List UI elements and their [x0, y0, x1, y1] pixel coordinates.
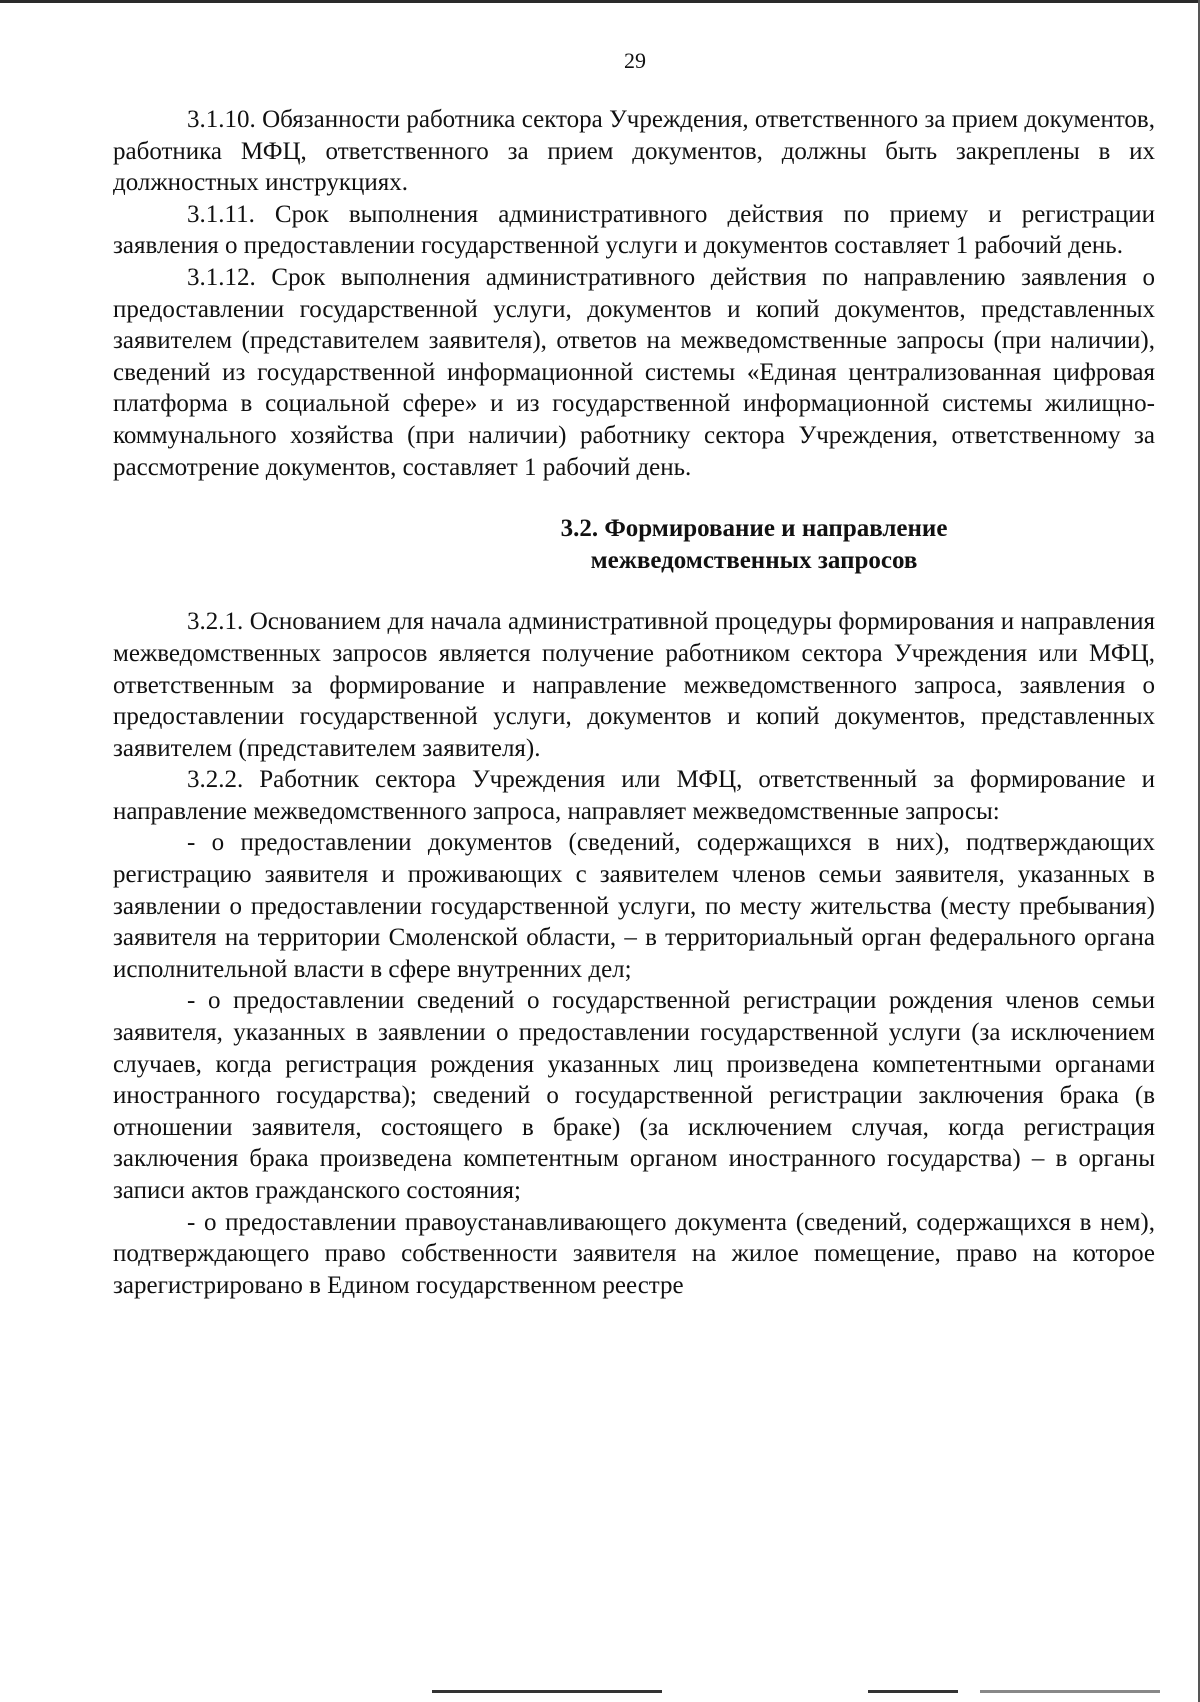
paragraph-3-1-11: 3.1.11. Срок выполнения административного действия по приему и регистрации заявления о предоставлении государственной услуги и документов составляет 1 рабочий день.	[113, 200, 1155, 260]
list-item-registration: - о предоставлении документов (сведений, содержащихся в них), подтверждающих регистрацию заявителя и проживающих с заявителем членов семьи заявителя, указанных в заявлении о предоставлении государственной услуги, по месту жительства (месту пребывания) заявителя на территории Смоленской области, – в территориальный орган федерального органа исполнительной власти в сфере внутренних дел;	[113, 829, 1155, 983]
scan-artifact	[432, 1690, 662, 1693]
page-number: 29	[624, 48, 646, 73]
scan-artifact	[980, 1690, 1160, 1693]
paragraph-3-1-12: 3.1.12. Срок выполнения административного действия по направлению заявления о предоставлении государственной услуги, документов и копий документов, представленных заявителем (представителем заявителя), ответов на межведомственные запросы (при наличии), сведений из государственной информационной системы «Единая централизованная цифровая платформа в социальной сфере» и из государственной информационной системы жилищно-коммунального хозяйства (при наличии) работнику сектора Учреждения, ответственному за рассмотрение документов, составляет 1 рабочий день.	[113, 263, 1155, 481]
scan-artifact	[868, 1690, 958, 1693]
paragraph-3-2-2: 3.2.2. Работник сектора Учреждения или МФЦ, ответственный за формирование и направление межведомственного запроса, направляет межведомственные запросы:	[113, 766, 1155, 825]
section-heading-3-2	[113, 513, 1155, 576]
document-body	[113, 104, 1155, 1301]
section-heading-line-1: 3.2. Формирование и направление	[560, 515, 948, 543]
section-heading-line-2: межведомственных запросов	[590, 546, 918, 574]
list-item-civil-status: - о предоставлении сведений о государственной регистрации рождения членов семьи заявителя, указанных в заявлении о предоставлении государственной услуги (за исключением случаев, когда регистрация рождения указанных лиц произведена компетентными органами иностранного государства); сведений о государственной регистрации заключения брака (в отношении заявителя, состоящего в браке) (за исключением случая, когда регистрация заключения брака произведена компетентным органом иностранного государства) – в органы записи актов гражданского состояния;	[113, 987, 1155, 1204]
paragraph-3-2-1: 3.2.1. Основанием для начала административной процедуры формирования и направления межведомственных запросов является получение работником сектора Учреждения или МФЦ, ответственным за формирование и направление межведомственного запроса, заявления о предоставлении государственной услуги, документов и копий документов, представленных заявителем (представителем заявителя).	[113, 608, 1155, 762]
scan-edge-top	[0, 0, 1200, 3]
list-item-property-document: - о предоставлении правоустанавливающего документа (сведений, содержащихся в нем), подтверждающего право собственности заявителя на жилое помещение, право на которое зарегистрировано в Едином государственном реестре	[113, 1208, 1155, 1299]
paragraph-3-1-10: 3.1.10. Обязанности работника сектора Учреждения, ответственного за прием документов, работника МФЦ, ответственного за прием документов, должны быть закреплены в их должностных инструкциях.	[113, 106, 1155, 197]
